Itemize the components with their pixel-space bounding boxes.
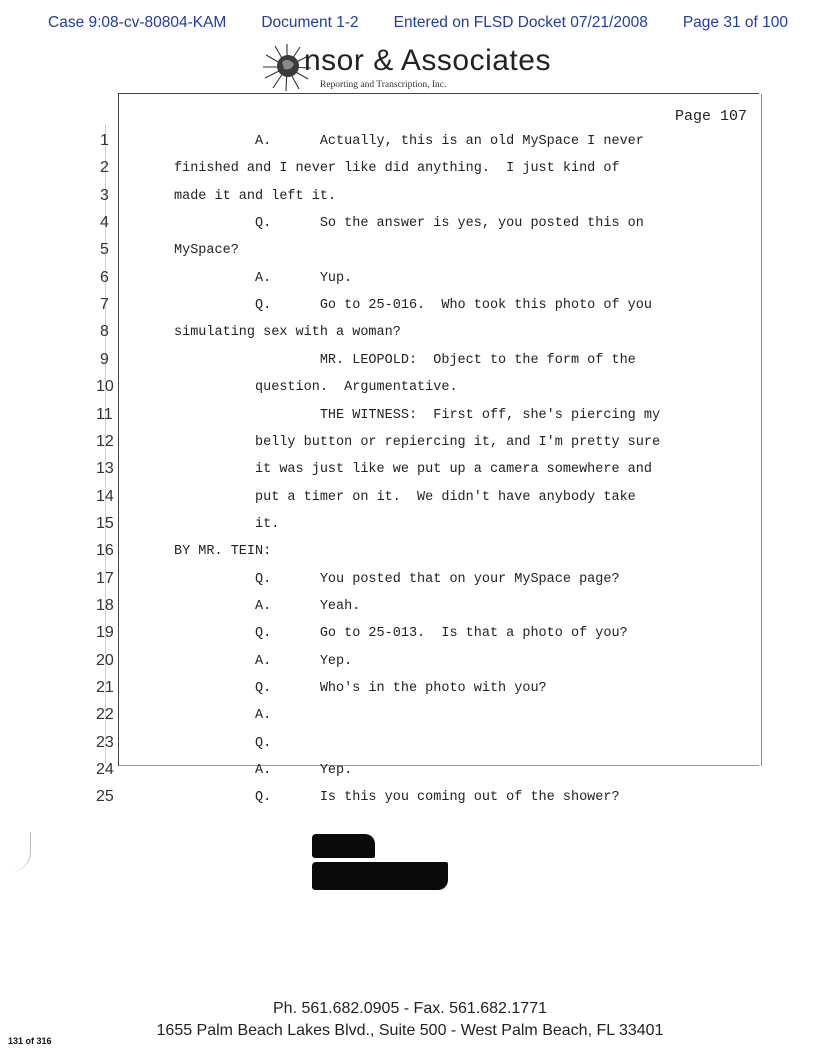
company-logo <box>262 40 562 96</box>
docket-page: Page 31 of 100 <box>682 14 788 31</box>
transcript-line <box>96 374 776 400</box>
document-number: Document 1-2 <box>261 14 359 31</box>
transcript-line <box>96 265 776 291</box>
case-number: Case 9:08-cv-80804-KAM <box>48 14 227 31</box>
line-number: 1 <box>100 132 109 149</box>
line-number: 6 <box>100 268 109 286</box>
line-number: 11 <box>96 405 113 423</box>
line-text: question. Argumentative. <box>174 380 458 396</box>
line-number: 22 <box>96 706 114 724</box>
line-number: 23 <box>96 733 114 751</box>
line-number: 3 <box>100 186 109 204</box>
footer-phone-fax: Ph. 561.682.0905 - Fax. 561.682.1771 <box>273 1000 547 1017</box>
transcript-line <box>96 402 776 428</box>
line-text: Q. Go to 25-016. Who took this photo of you <box>174 298 652 314</box>
line-text: it was just like we put up a camera somewhere and <box>174 462 652 478</box>
line-number: 9 <box>100 350 109 368</box>
line-number: 24 <box>96 761 114 779</box>
line-number: 4 <box>100 214 109 232</box>
line-text: A. <box>174 708 272 724</box>
transcript-line <box>96 292 776 318</box>
line-number: 13 <box>96 460 114 478</box>
line-text: MR. LEOPOLD: Object to the form of the <box>174 352 636 368</box>
pdf-page-counter: 131 of 316 <box>8 1036 52 1046</box>
footer-address: 1655 Palm Beach Lakes Blvd., Suite 500 - West Palm Beach, FL 33401 <box>156 1022 664 1039</box>
transcript-line <box>96 484 776 510</box>
line-number: 7 <box>100 296 109 314</box>
line-number: 5 <box>100 241 109 259</box>
company-name: nsor & Associates <box>304 44 551 77</box>
transcript-page-number: Page 107 <box>674 108 747 125</box>
transcript-line <box>96 593 776 619</box>
line-text: belly button or repiercing it, and I'm pretty sure <box>174 434 661 450</box>
line-number: 10 <box>96 378 114 396</box>
line-number: 17 <box>96 569 114 587</box>
line-number: 25 <box>96 788 114 806</box>
transcript-line <box>96 784 776 810</box>
line-text: BY MR. TEIN: <box>174 544 272 560</box>
transcript-line <box>96 456 776 482</box>
transcript-line <box>96 566 776 592</box>
transcript-line <box>96 210 776 236</box>
line-number: 19 <box>96 624 114 642</box>
line-number: 12 <box>96 432 114 450</box>
docket-header <box>48 14 788 32</box>
line-number: 18 <box>96 596 114 614</box>
line-text: simulating sex with a woman? <box>174 325 401 341</box>
line-text: THE WITNESS: First off, she's piercing my <box>174 407 661 423</box>
transcript-line <box>96 620 776 646</box>
transcript-line <box>96 648 776 674</box>
line-text: A. Yup. <box>174 270 353 286</box>
margin-mark <box>10 832 31 872</box>
line-text: made it and left it. <box>174 188 337 204</box>
line-text: Q. <box>174 735 272 751</box>
transcript-line <box>96 511 776 537</box>
line-text: Q. Is this you coming out of the shower? <box>174 790 620 806</box>
line-number: 16 <box>96 542 114 560</box>
transcript-line <box>96 757 776 783</box>
line-text: MySpace? <box>174 243 239 259</box>
transcript-line <box>96 675 776 701</box>
reporter-footer <box>0 1000 820 1040</box>
line-text: it. <box>174 516 280 532</box>
line-text: Q. Go to 25-013. Is that a photo of you? <box>174 626 628 642</box>
line-text: A. Actually, this is an old MySpace I never <box>174 134 644 149</box>
docket-entry: Entered on FLSD Docket 07/21/2008 <box>393 14 648 31</box>
transcript-line <box>96 538 776 564</box>
transcript-line <box>96 319 776 345</box>
line-text: A. Yep. <box>174 653 353 669</box>
line-text: Q. You posted that on your MySpace page? <box>174 571 620 587</box>
line-text: A. Yep. <box>174 763 353 779</box>
line-number: 21 <box>96 679 114 696</box>
redaction-bar <box>312 862 448 890</box>
transcript-line <box>96 128 776 154</box>
line-number: 2 <box>100 159 109 177</box>
line-number: 8 <box>100 323 109 341</box>
transcript-line <box>96 429 776 455</box>
line-number: 15 <box>96 514 114 532</box>
transcript-line <box>96 155 776 181</box>
line-text: put a timer on it. We didn't have anybody take <box>174 489 636 505</box>
redaction-bar <box>312 834 375 858</box>
line-text: A. Yeah. <box>174 598 361 614</box>
transcript-line <box>96 183 776 209</box>
line-number: 14 <box>96 487 114 505</box>
line-text: finished and I never like did anything. I just kind of <box>174 161 620 177</box>
line-number: 20 <box>96 651 114 669</box>
company-subtitle: Reporting and Transcription, Inc. <box>320 80 447 90</box>
transcript-line <box>96 237 776 263</box>
line-text: Q. Who's in the photo with you? <box>174 681 547 696</box>
line-text: Q. So the answer is yes, you posted this on <box>174 216 644 232</box>
transcript-line <box>96 730 776 756</box>
transcript-line <box>96 702 776 728</box>
transcript-line <box>96 347 776 373</box>
